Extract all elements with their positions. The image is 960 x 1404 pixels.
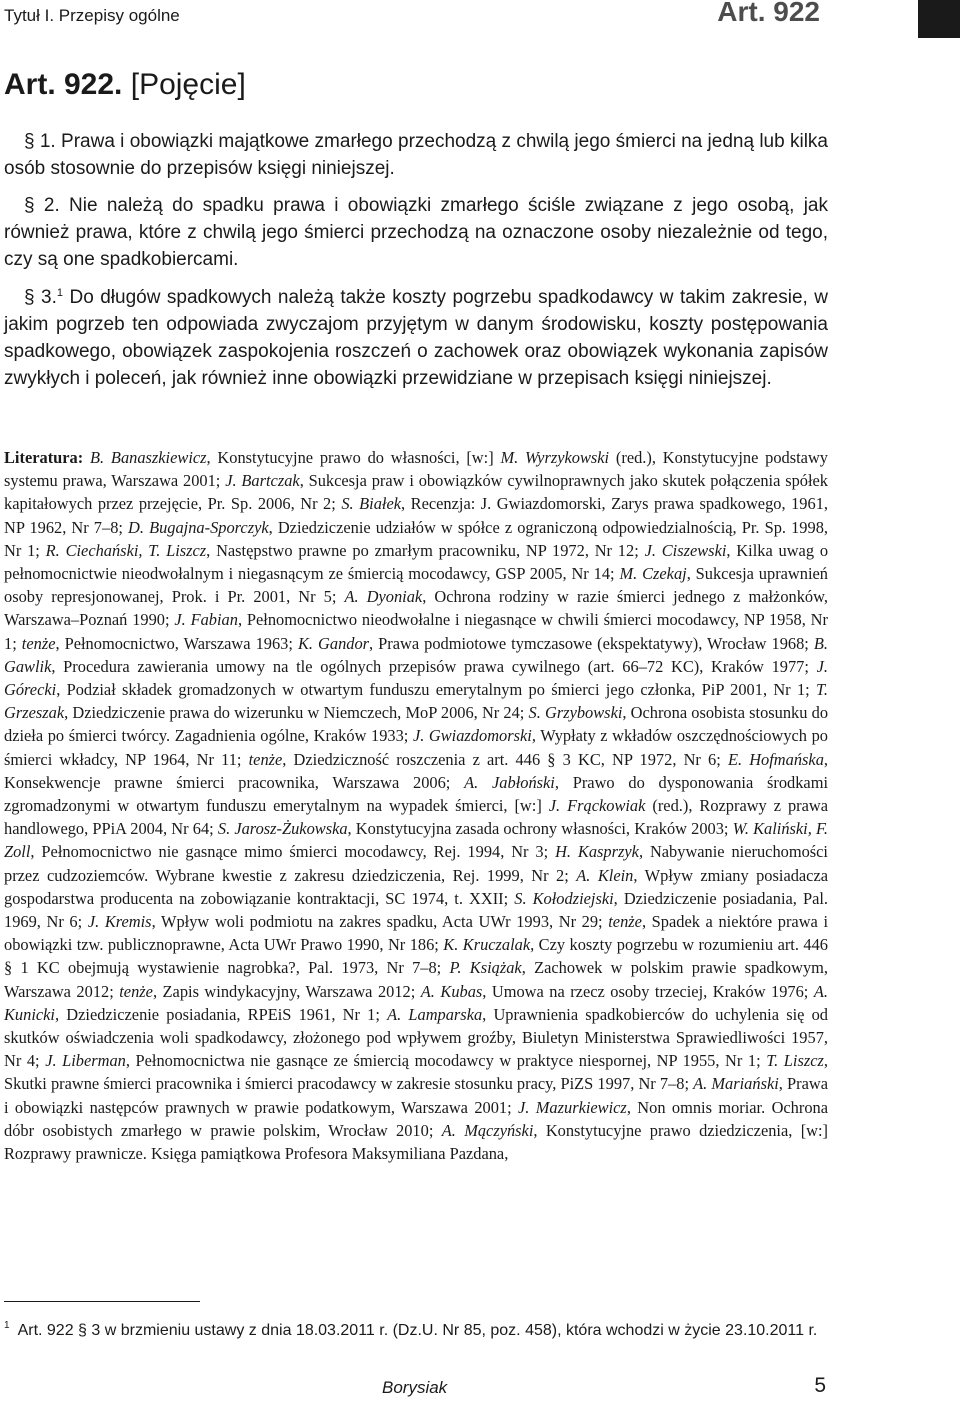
literature-text: , Prawa podmiotowe tymczasowe (ekspektatywy), Wrocław 1968; [369,633,814,653]
footer-author: Borysiak [382,1378,448,1397]
literature-text: , Wpływ woli podmiotu na zakres spadku, Acta UWr 1993, Nr 29; [151,912,609,932]
literature-text: , Ochrona rodziny w razie śmierci jednego z małżonków, Warszawa–Poznań 1990; [4,587,828,630]
page-number: 5 [814,1374,826,1397]
paragraph-3 [4,284,828,392]
literature-text: , Procedura zawierania umowy na tle ogólnych przepisów prawa cywilnego (art. 66–72 KC), Kraków 1977; [51,656,817,676]
literature-author: S. Grzybowski [528,703,623,723]
literature-author: A. Klein [576,865,634,885]
footnote-number: 1 [4,1320,10,1331]
literature-text: , Pełnomocnictwo, Warszawa 1963; [55,633,298,653]
literature-author: J. Bartczak [225,471,300,491]
header-tab-marker [918,0,960,38]
literature-author: W. Kaliński, F. Zoll [4,819,828,862]
paragraph-2 [4,192,828,273]
literature-author: T. Grzeszak [4,680,828,723]
literature-block [4,446,828,1165]
literature-author: R. Ciechański, T. Liszcz [45,540,207,560]
literature-text: , Dziedziczenie udziałów w spółce z ograniczoną odpowiedzialnością, Pr. Sp. 1998, Nr 1; [4,517,828,560]
literature-text: , Prawo do dysponowania środkami zgromadzonymi w otwartym funduszu emerytalnym na wypadek śmierci, [w:] [4,772,828,816]
literature-author: M. Czekaj [619,564,687,584]
literature-text: , Dziedziczenie posiadania, Pal. 1969, Nr 6; [4,888,829,932]
literature-text [83,448,90,467]
literature-text: , Podział składek gromadzonych w otwartym funduszu emerytalnym po śmierci jego członka, PiP 2001, Nr 1; [56,680,816,700]
literature-author: J. Górecki [4,656,828,700]
literature-author: tenże [119,981,153,1001]
literature-text: , Skutki prawne śmierci pracownika i śmierci pracodawcy w zakresie stosunku pracy, PiZS 1997, Nr 7–8; [4,1051,828,1094]
literature-author: J. Ciszewski [644,540,727,560]
literature-text: , Recenzja: J. Gwiazdomorski, Zarys prawa spadkowego, 1961, NP 1962, Nr 7–8; [4,494,828,537]
paragraph-marker: § 2. [24,195,60,216]
literature-text: , Umowa na rzecz osoby trzeciej, Kraków 1976; [482,981,814,1001]
literature-author: B. Banaszkiewicz [90,448,207,467]
literature-text: , Uprawnienia spadkobierców do uchylenia się od skutków oświadczenia woli spadkodawcy, złożonego pod wpływem groźby, Biuletyn Ministerstwa Sprawiedliwości 1957, Nr 4; [4,1004,828,1071]
literature-text: , Dziedziczność roszczenia z art. 446 § 3 KC, NP 1972, Nr 6; [282,749,728,769]
literature-author: S. Jarosz-Żukowska [217,819,348,839]
paragraph-text: Nie należą do spadku prawa i obowiązki zmarłego ściśle związane z jego osobą, jak również prawa, które z chwilą jego śmierci przechodzą na oznaczone osoby niezależnie od tego, czy są one spadkobiercami. [4,195,828,270]
literature-author: A. Mariański [693,1074,779,1094]
literature-author: S. Białek [341,494,402,514]
literature-text: , Konstytucyjne prawo do własności, [w:] [206,448,501,467]
paragraph-1 [4,128,828,182]
literature-text: (red.), Rozprawy z prawa handlowego, PPiA 2004, Nr 64; [4,796,829,839]
literature-text: , Spadek a niektóre prawa i obowiązki tzw. publicznoprawne, Acta UWr Prawo 1990, Nr 186; [4,912,828,955]
literature-author: S. Kołodziejski [514,888,614,908]
literature-author: A. Dyoniak [344,587,423,607]
article-number: Art. 922. [4,68,123,101]
literature-author: P. Książak [449,958,522,978]
literature-author: K. Kruczalak [443,935,531,955]
literature-text: , Następstwo prawne po zmarłym pracowniku, NP 1972, Nr 12; [206,540,645,560]
literature-text: , Konstytucyjne prawo dziedziczenia, [w:] Rozprawy prawnicze. Księga pamiątkowa Profesora Maksymiliana Pazdana, [4,1120,829,1164]
literature-label: Literatura: [4,448,84,467]
literature-author: H. Kasprzyk [555,842,639,862]
literature-author: A. Jabłoński [464,772,555,792]
literature-text: , Pełnomocnictwo nieodwołalne i niegasnące w chwili śmierci mocodawcy, NP 1958, Nr 1; [4,610,828,653]
literature-author: E. Hofmańska [727,749,824,769]
literature-author: T. Liszcz [766,1051,824,1071]
literature-author: D. Bugajna-Sporczyk [128,517,269,537]
literature-author: A. Lamparska [387,1004,483,1024]
literature-text: , Ochrona osobista stosunku do dzieła po śmierci twórcy. Zagadnienia ogólne, Kraków 1933; [4,703,829,746]
literature-text: , Sukcesja praw i obowiązków cywilnoprawnych jako skutek połączenia spółek kapitałowych przez przejęcie, Pr. Sp. 2006, Nr 2; [4,471,828,514]
paragraph-marker: § 3. [24,287,57,308]
literature-author: J. Frąckowiak [548,796,646,816]
paragraph-marker: § 1. [24,131,56,152]
article-heading [4,68,246,102]
literature-text: , Sukcesja uprawnień osoby represjonowanej, Prok. i Pr. 2001, Nr 5; [4,564,828,607]
literature-author: K. Gandor [297,633,370,653]
literature-author: B. Gawlik [4,633,828,676]
running-header-title: Tytuł I. Przepisy ogólne [4,6,180,25]
paragraph-text: Prawa i obowiązki majątkowe zmarłego przechodzą z chwilą jego śmierci na jedną lub kilka osób stosownie do przepisów księgi niniejszej. [4,131,828,179]
literature-text: , Wpływ zmiany posiadacza gospodarstwa producenta na zobowiązanie kontraktacji, SC 1974, t. XXII; [4,865,829,908]
literature-text: (red.), Konstytucyjne podstawy systemu prawa, Warszawa 2001; [4,448,828,491]
literature-author: tenże [248,749,283,769]
literature-text: , Prawa i obowiązki następców prawnych w prawie podatkowym, Warszawa 2001; [4,1074,828,1117]
literature-author: J. Liberman [45,1051,126,1071]
literature-text: , Nabywanie nieruchomości przez cudzoziemców. Wybrane kwestie z zakresu dziedziczenia, Rej. 1999, Nr 2; [4,842,828,885]
footnote [4,1320,828,1342]
paragraph-text: Do długów spadkowych należą także koszty pogrzebu spadkodawcy w takim zakresie, w jakim pogrzeb ten odpowiada zwyczajom przyjętym w danym środowisku, koszty postępowania spadkowego, obowiązek zaspokojenia roszczeń o zachowek oraz obowiązek wykonania zapisów zwykłych i poleceń, jak również inne obowiązki przewidziane w przepisach księgi niniejszej. [4,287,828,389]
literature-author: J. Gwiazdomorski [412,726,532,746]
literature-text: , Wypłaty z wkładów oszczędnościowych po śmierci wkładcy, NP 1964, Nr 11; [4,726,828,769]
literature-text: , Zachowek w polskim prawie spadkowym, Warszawa 2012; [4,958,828,1001]
literature-author: A. Kunicki [4,981,828,1024]
literature-author: J. Kremis [87,912,152,932]
literature-text: , Konstytucyjna zasada ochrony własności, Kraków 2003; [347,819,733,839]
literature-author: J. Fabian [174,610,238,630]
literature-text: , Czy koszty pogrzebu w rozumieniu art. 446 § 1 KC obejmują wystawienie nagrobka?, Pal. 1973, Nr 7–8; [4,935,828,978]
literature-text: , Konsekwencje prawne śmierci pracownika, Warszawa 2006; [4,749,828,792]
footnote-text: Art. 922 § 3 w brzmieniu ustawy z dnia 18.03.2011 r. (Dz.U. Nr 85, poz. 458), która wchodzi w życie 23.10.2011 r. [17,1322,818,1339]
running-header-article: Art. 922 [717,0,820,27]
literature-text: , Pełnomocnictwo nie gasnące mimo śmierci mocodawcy, Rej. 1994, Nr 3; [30,842,556,862]
literature-author: tenże [21,633,56,653]
literature-author: A. Mączyński [441,1120,534,1140]
literature-author: tenże [608,912,642,932]
literature-text: , Non omnis moriar. Ochrona dóbr osobistych zmarłego w prawie polskim, Wrocław 2010; [4,1097,829,1140]
literature-author: J. Mazurkiewicz [518,1097,627,1117]
article-subject: [Pojęcie] [130,68,246,101]
literature-text: , Kilka uwag o pełnomocnictwie nieodwołalnym i niegasnącym ze śmiercią mocodawcy, GSP 2005, Nr 14; [4,540,829,584]
literature-text: , Dziedziczenie prawa do wizerunku w Niemczech, MoP 2006, Nr 24; [64,703,529,723]
literature-text: , Dziedziczenie posiadania, RPEiS 1961, Nr 1; [54,1004,388,1024]
literature-text: , Pełnomocnictwa nie gasnące ze śmiercią mocodawcy w praktyce niespornej, NP 1955, Nr 1; [125,1051,767,1071]
footnote-reference: 1 [56,287,63,299]
literature-author: A. Kubas [420,981,483,1001]
literature-text: , Zapis windykacyjny, Warszawa 2012; [152,981,421,1001]
footnote-divider [4,1301,200,1302]
literature-author: M. Wyrzykowski [500,448,610,467]
